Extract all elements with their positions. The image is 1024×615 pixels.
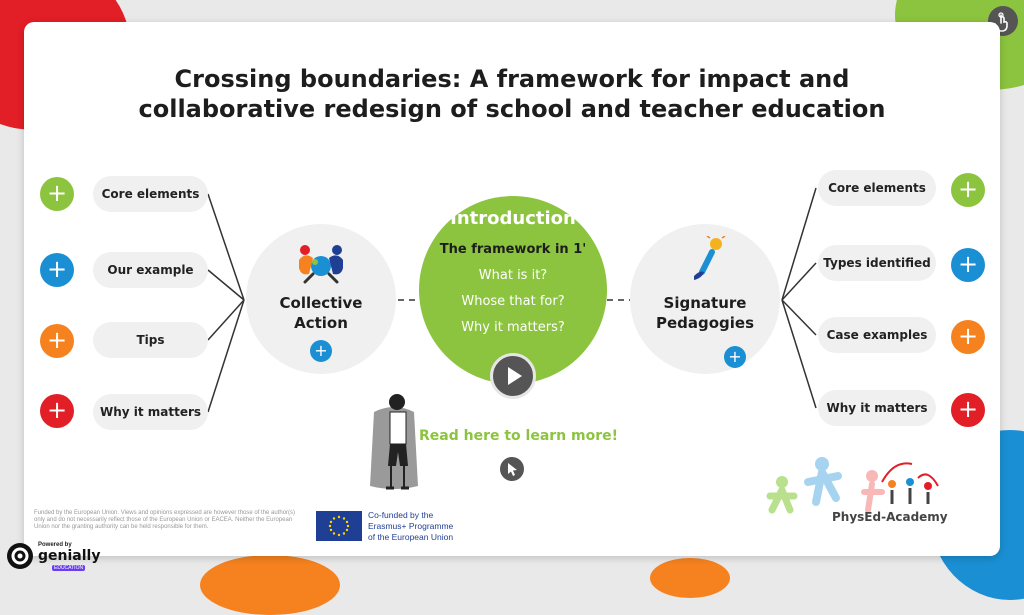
people-group-icon: [291, 240, 351, 284]
genially-logo-icon: [6, 542, 34, 570]
signature-pedagogies-plus-button[interactable]: +: [724, 346, 746, 368]
genially-education-badge: EDUCATION: [54, 565, 84, 571]
introduction-title: Introduction: [450, 208, 576, 229]
eu-line-1: Co-funded by the: [368, 510, 434, 520]
collective-action-plus-button[interactable]: +: [310, 340, 332, 362]
collective-action-label: [246, 293, 396, 333]
intro-what-is-it-link[interactable]: What is it?: [478, 268, 548, 283]
main-card: [24, 22, 1000, 556]
eu-disclaimer: Funded by the European Union. Views and opinions expressed are however those of the author(s) only and do not necessarily reflect those of the European Union or EACEA. Neither the European Union nor the granting authority can be held responsible for them.: [34, 510, 296, 530]
collective-action-hub[interactable]: [246, 224, 396, 374]
play-button[interactable]: [490, 353, 536, 399]
pill-why-it-matters-left[interactable]: Why it matters: [93, 394, 208, 430]
plus-button-core-elements-left[interactable]: +: [40, 177, 74, 211]
person-illustration-icon: [364, 392, 434, 496]
pill-types-identified[interactable]: Types identified: [818, 245, 936, 281]
signature-pedagogies-line1: Signature: [663, 294, 747, 312]
eu-line-3: of the European Union: [368, 532, 454, 542]
eu-flag-logo: [316, 511, 362, 541]
genially-badge[interactable]: [6, 540, 101, 574]
plus-button-why-it-matters-left[interactable]: +: [40, 394, 74, 428]
genially-name: genially: [38, 548, 101, 564]
plus-button-why-it-matters-right[interactable]: +: [951, 393, 985, 427]
plus-button-types-identified[interactable]: +: [951, 248, 985, 282]
paintbrush-lightbulb-icon: [690, 236, 726, 284]
signature-pedagogies-label: [630, 293, 780, 333]
eu-stars-icon: [316, 511, 362, 541]
collective-action-line2: Action: [294, 314, 348, 332]
pill-core-elements-right[interactable]: Core elements: [818, 170, 936, 206]
pill-tips[interactable]: Tips: [93, 322, 208, 358]
eu-line-2: Erasmus+ Programme: [368, 521, 454, 531]
play-icon: [493, 356, 533, 396]
pill-our-example[interactable]: Our example: [93, 252, 208, 288]
pill-core-elements-left[interactable]: Core elements: [93, 176, 208, 212]
physed-academy-label: PhysEd-Academy: [832, 510, 948, 524]
plus-button-our-example[interactable]: +: [40, 253, 74, 287]
bg-orange-blob-2: [650, 558, 730, 598]
intro-whose-that-for-link[interactable]: Whose that for?: [461, 294, 565, 309]
title-line-2: collaborative redesign of school and teacher education: [138, 95, 886, 123]
plus-button-core-elements-right[interactable]: +: [951, 173, 985, 207]
collective-action-line1: Collective: [279, 294, 363, 312]
eu-cofunded-text: [368, 510, 453, 543]
signature-pedagogies-hub[interactable]: [630, 224, 780, 374]
read-more-link[interactable]: Read here to learn more!: [419, 428, 619, 444]
pill-case-examples[interactable]: Case examples: [818, 317, 936, 353]
pill-why-it-matters-right[interactable]: Why it matters: [818, 390, 936, 426]
title-line-1: Crossing boundaries: A framework for impact and: [174, 65, 850, 93]
intro-why-it-matters-link[interactable]: Why it matters?: [461, 320, 565, 335]
plus-button-case-examples[interactable]: +: [951, 320, 985, 354]
bg-orange-blob: [200, 555, 340, 615]
mouse-pointer-icon: [500, 457, 524, 481]
intro-framework-link[interactable]: The framework in 1': [439, 242, 587, 257]
signature-pedagogies-line2: Pedagogies: [655, 314, 755, 332]
plus-button-tips[interactable]: +: [40, 324, 74, 358]
genially-powered-by: Powered by: [38, 542, 72, 548]
cursor-button[interactable]: [500, 457, 524, 481]
